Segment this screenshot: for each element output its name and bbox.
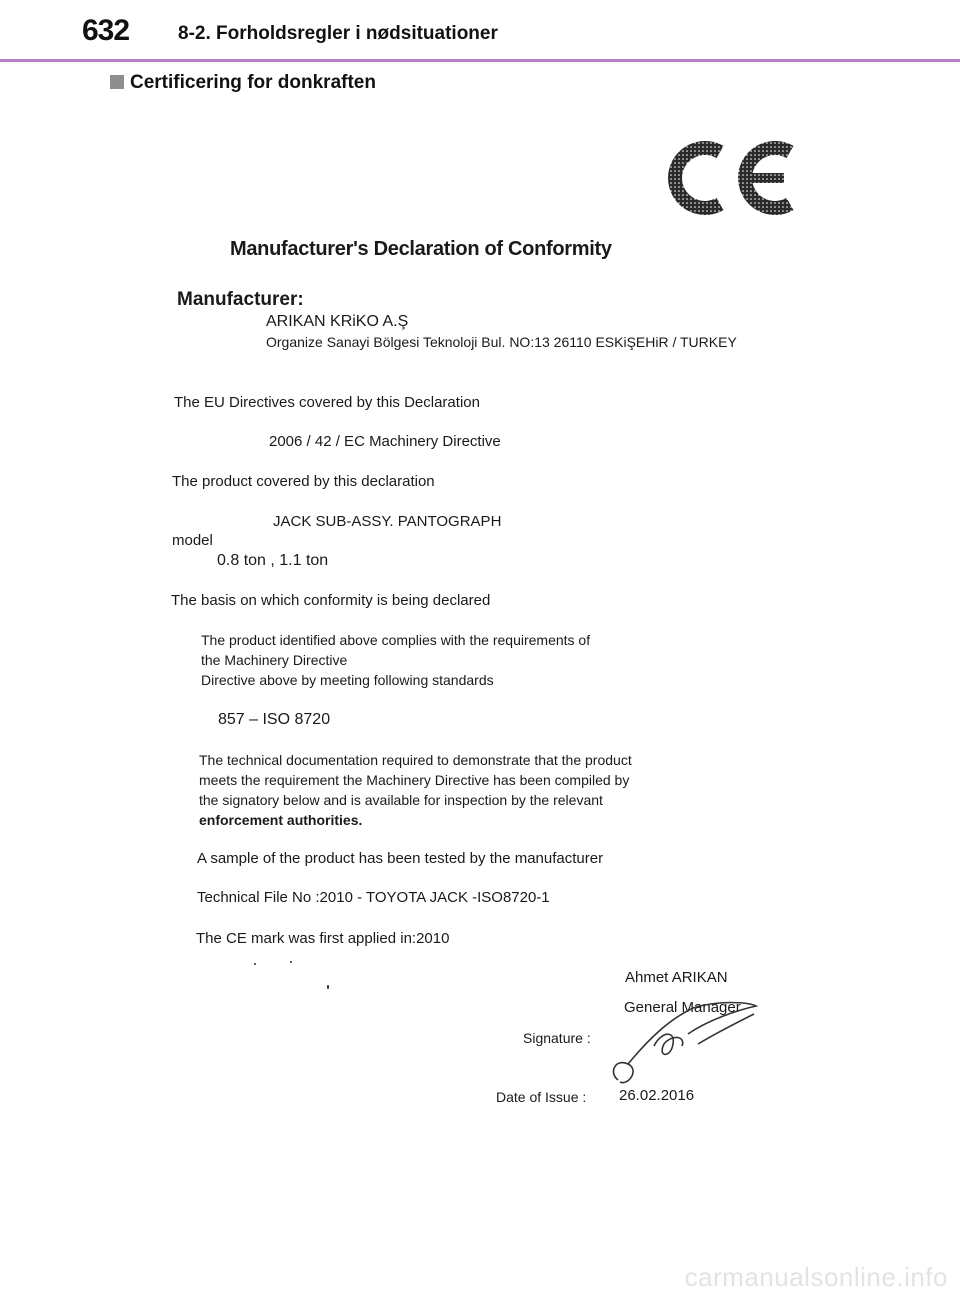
document-title: Manufacturer's Declaration of Conformity [230,238,612,260]
model-label: model [172,532,213,549]
date-value: 26.02.2016 [619,1087,695,1104]
signatory-name: Ahmet ARIKAN [625,969,728,986]
model-value: 0.8 ton , 1.1 ton [217,552,329,569]
sample-statement: A sample of the product has been tested by the manufacturer [197,850,604,867]
technical-line-2: meets the requirement the Machinery Directive has been compiled by [199,772,630,788]
manufacturer-label: Manufacturer: [177,289,304,310]
chapter-title: 8-2. Forholdsregler i nødsituationer [178,23,498,44]
product-name: JACK SUB-ASSY. PANTOGRAPH [273,513,502,530]
scan-speck [290,961,292,963]
standard-text: 857 – ISO 8720 [218,711,331,728]
basis-line-1: The product identified above complies with the requirements of [201,632,591,648]
handwritten-signature-icon [598,1000,768,1090]
manufacturer-name: ARIKAN KRiKO A.Ş [266,313,409,330]
scan-speck [254,963,256,965]
basis-label: The basis on which conformity is being declared [171,592,491,609]
scan-speck [327,985,329,989]
basis-line-3: Directive above by meeting following standards [201,672,494,688]
directives-label: The EU Directives covered by this Declaration [174,394,480,411]
date-label: Date of Issue : [496,1089,587,1105]
ce-mark-icon [650,122,805,234]
section-title-text: Certificering for donkraften [130,72,376,93]
technical-line-3: the signatory below and is available for inspection by the relevant [199,792,603,808]
ce-first-applied: The CE mark was first applied in:2010 [196,930,450,947]
technical-file: Technical File No :2010 - TOYOTA JACK -ISO8720-1 [197,889,550,906]
product-label: The product covered by this declaration [172,473,435,490]
manufacturer-address: Organize Sanayi Bölgesi Teknoloji Bul. NO:13 26110 ESKiŞEHiR / TURKEY [266,334,737,350]
directive-text: 2006 / 42 / EC Machinery Directive [269,433,501,450]
signature-label: Signature : [523,1030,591,1046]
technical-line-1: The technical documentation required to demonstrate that the product [199,752,632,768]
signatory-title: General Manager [624,999,741,1016]
ce-mark-text: CE [658,134,660,135]
page-number: 632 [82,14,130,47]
technical-line-4: enforcement authorities. [199,812,363,828]
watermark: carmanualsonline.info [684,1262,948,1292]
basis-line-2: the Machinery Directive [201,652,348,668]
